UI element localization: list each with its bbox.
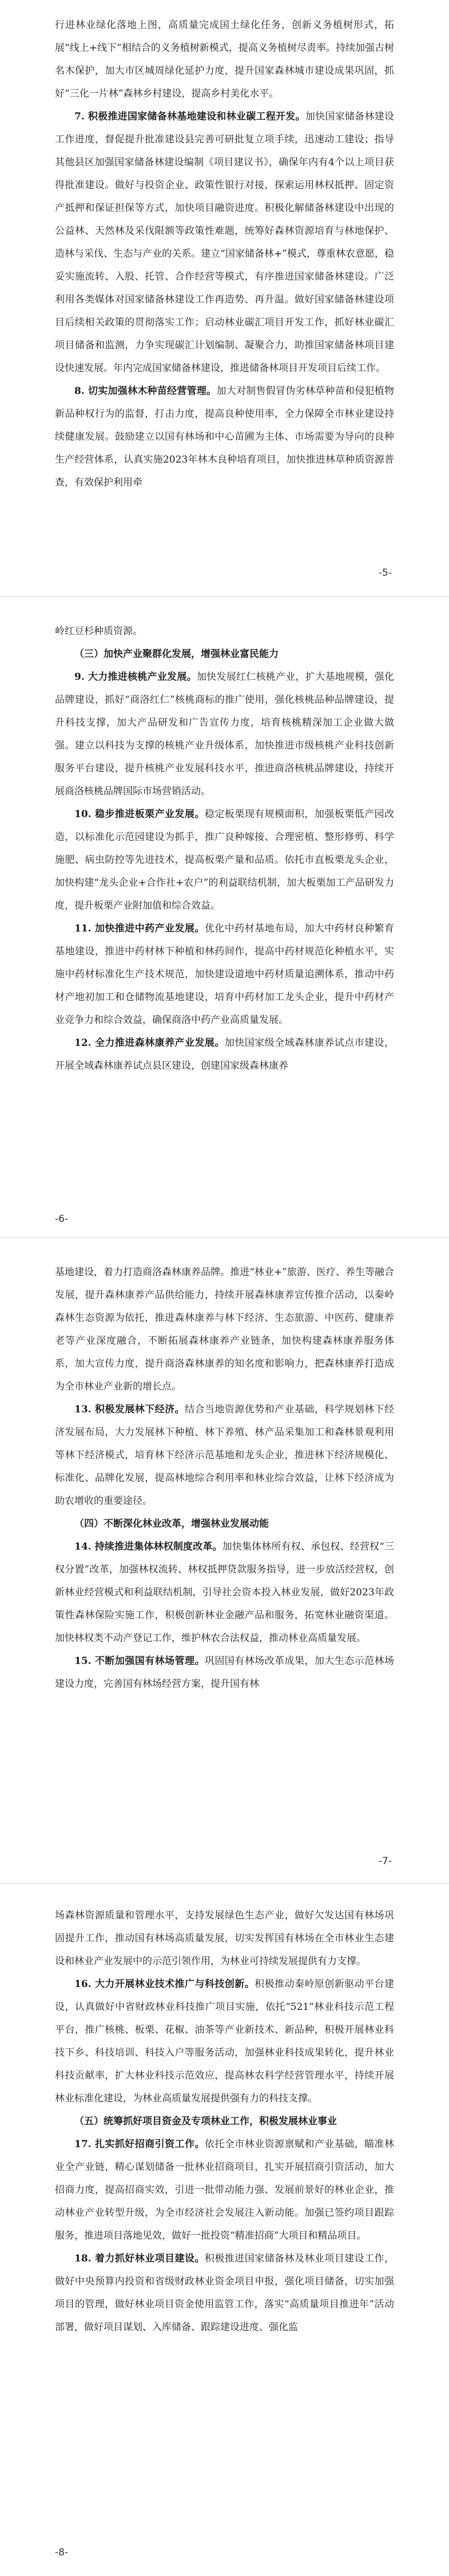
paragraph-title: 10. 稳步推进板栗产业发展。	[74, 809, 205, 820]
section-heading: （三）加快产业聚群化发展，增强林业富民能力	[74, 648, 279, 660]
section-heading: （四）不断深化林业改革，增强林业发展动能	[74, 1518, 269, 1530]
paragraph: 岭红豆杉种质资源。	[55, 626, 142, 637]
paragraph-body: 积极推进国家储备林及林业项目建设工作，做好中央预算内投资和省级财政林业资金项目申报，强化项目储备，切实加强项目的管理，做好林业项目资金使用监管工作，落实“高质量项目推进年”活动部署，做好项目谋划、入库储备、跟踪建设进度、强化监	[55, 2253, 395, 2333]
paragraph-body: 依托全市林业资源禀赋和产业基础，瞄准林业全产业链，精心谋划储备一批林业招商项目，扎实开展招商引资活动，加大招商力度，提高招商实效，引进一批带动能力强、发展前景好的林业企业，推动林业产业转型升级，为全市经济社会发展注入新动能。加强已签约项目跟踪服务，推进项目落地见效，做好一批投资“精准招商”大项目和精品项目。	[55, 2139, 395, 2241]
paragraph-body: 稳定板栗现有规模面积，加强板栗低产园改造，以标准化示范园建设为抓手，推广良种嫁接、合理密植、整形修剪、科学施肥、病虫防控等先进技术，提高板栗产量和品质。依托市直板栗龙头企业，加快构建“龙头企业+合作社+农户”的利益联结机制，加大板栗加工产品研发力度，提升板栗产业附加值和综合效益。	[55, 809, 395, 911]
paragraph	[55, 2133, 394, 2247]
paragraph-body: 巩固国有林场改革成果，加大生态示范林场建设力度，完善国有林场经营方案，提升国有林	[55, 1655, 395, 1690]
paragraph-title: 13. 积极发展林下经济。	[74, 1404, 185, 1415]
document-page-2	[0, 597, 449, 1237]
paragraph	[55, 1973, 394, 2110]
document-page-4	[0, 1884, 449, 2576]
paragraph-title: 17. 扎实抓好招商引资工作。	[74, 2139, 205, 2150]
paragraph	[55, 380, 394, 494]
paragraph-title: 9. 大力推进核桃产业发展。	[74, 671, 197, 683]
paragraph: 行进林业绿化落地上图，高质量完成国土绿化任务，创新义务植树形式，拓展“线上+线下”相结合的义务植树新模式，提高义务植树尽责率。持续加强古树名木保护，加大市区城周绿化延护力度，提升国家森林城市建设成果巩固，抓好“三化一片林”森林乡村建设，提高乡村美化水平。	[55, 19, 394, 99]
paragraph-body: 优化中药材基地布局，加大中药材良种繁育基地建设，推进中药材林下种植和林药间作，提高中药材规范化种植水平，实施中药材标准化生产技术规范，加快建设道地中药材质量追溯体系，推动中药材产地初加工和仓储物流基地建设，培育中药材加工龙头企业，提升中药材产业竞争力和综合效益，确保商洛中药产业高质量发展。	[55, 923, 395, 1026]
paragraph	[55, 803, 394, 917]
paragraph	[55, 666, 394, 803]
paragraph	[55, 105, 394, 380]
paragraph-body: 结合当地资源优势和产业基础，科学规划林下经济发展布局，大力发展林下种植、林下养殖、林产品采集加工和森林景观利用等林下经济模式，培育林下经济示范基地和龙头企业，推进林下经济规模化、标准化、品牌化发展，提高林地综合利用率和林业综合效益，让林下经济成为助农增收的重要途径。	[55, 1404, 394, 1507]
paragraph-title: 12. 全力推进森林康养产业发展。	[74, 1037, 225, 1049]
page-number: -5-	[378, 567, 392, 579]
paragraph: 场森林资源质量和管理水平，支持发展绿色生态产业，做好欠发达国有林场巩固提升工作，推动国有林场高质量发展，切实发挥国有林场在全市林业生态建设和林业产业发展中的示范引领作用，为林业可持续发展提供有力支撑。	[55, 1910, 394, 1967]
section-heading: （五）统筹抓好项目资金及专项林业工作，积极发展林业事业	[74, 2116, 337, 2127]
paragraph-body: 加快国家级全域森林康养试点市建设，开展全域森林康养试点县区建设，创建国家级森林康养	[55, 1037, 394, 1072]
paragraph	[55, 1650, 394, 1695]
paragraph	[55, 1535, 394, 1650]
paragraph-body: 加快发展红仁核桃产业，扩大基地规模，强化品牌建设，抓好“商洛红仁”核桃商标的推广使用，强化核桃品种品牌建设，提升科技支撑，加大产品研发和广告宣传力度，培育核桃精深加工企业做大做强。建立以科技为支撑的核桃产业升级体系，加快推进市级核桃产业科技创新服务平台建设，提升核桃产业发展科技水平，推进商洛核桃品牌建设，持续开展商洛核桃品牌国际市场营销活动。	[55, 671, 394, 797]
paragraph-title: 11. 加快推进中药产业发展。	[74, 923, 205, 934]
paragraph-body: 加快国家储备林建设工作进度，督促提升批准建设县完善可研批复立项手续，迅速动工建设；指导其他县区加强国家储备林建设编制《项目建议书》，确保年内有4个以上项目获得批准建设。做好与投资企业、政策性银行对接，探索运用林权抵押、固定资产抵押和保证担保等方式，加快项目融资进度。积极化解储备林建设中出现的公益林、天然林及采伐限额等政策性难题，统筹好森林资源培育与林地保护、造林与采伐、生态与产业的关系。建立“国家储备林+”模式，尊重林农意愿，稳妥实施流转、入股、托管、合作经营等模式，有序推进国家储备林建设。广泛利用各类媒体对国家储备林建设工作再造势、再升温。做好国家储备林建设项目后续相关政策的贯彻落实工作；启动林业碳汇项目开发工作，抓好林业碳汇项目储备和监测，力争实现碳汇计划编制、凝聚合力，助推国家储备林项目建设快速发展。年内完成国家储备林建设，推进储备林项目开发项目后续工作。	[55, 111, 394, 374]
paragraph-body: 加快集体林所有权、承包权、经营权“三权分置”改革，加强林权流转、林权抵押贷款服务指导，进一步放活经营权，创新林业经营模式和利益联结机制，引导社会资本投入林业发展，做好2023年政策性森林保险实施工作，积极创新林业金融产品和服务，拓宽林业融资渠道。加快林权类不动产登记工作，维护林农合法权益，推动林业高质量发展。	[55, 1541, 394, 1644]
paragraph: 基地建设，着力打造商洛森林康养品牌。推进“林业+”旅游、医疗、养生等融合发展，提升森林康养产品供给能力，持续开展森林康养宣传推介活动，以秦岭森林生态资源为依托，推进森林康养与林下经济、生态旅游、中医药、健康养老等产业深度融合，不断拓展森林康养产业链条，加快构建森林康养服务体系，加大宣传力度，提升商洛森林康养的知名度和影响力，把森林康养打造成为全市林业产业新的增长点。	[55, 1267, 394, 1392]
paragraph-title: 18. 着力抓好林业项目建设。	[74, 2253, 205, 2264]
page-number: -7-	[378, 1856, 392, 1867]
paragraph-title: 14. 持续推进集体林权制度改革。	[74, 1541, 222, 1552]
paragraph-body: 积极推动秦岭原创新驱动平台建设，认真做好中省财政林业科技推广项目实施，依托“521”林业科技示范工程平台，推广核桃、板栗、花椒、油茶等产业新技术、新品种，积极开展林业科技下乡、科技培训、科技入户等服务活动，加强林业科技成果转化，提升林业科技贡献率，扩大林业科技示范效应，提高林农科学经营管理水平，持续开展林业标准化建设，为林业高质量发展提供强有力的科技支撑。	[55, 1978, 395, 2104]
paragraph	[55, 1398, 394, 1512]
document-page-3	[0, 1238, 449, 1883]
paragraph	[55, 917, 394, 1032]
paragraph-title: 16. 大力开展林业技术推广与科技创新。	[74, 1978, 255, 1990]
paragraph	[55, 2247, 394, 2339]
page-number: -8-	[55, 2547, 69, 2558]
page-number: -6-	[55, 1213, 69, 1225]
paragraph-title: 7. 积极推进国家储备林基地建设和林业碳工程开发。	[74, 111, 305, 122]
paragraph-body: 加大对制售假冒伪劣林草种苗和侵犯植物新品种权行为的监督，打击力度，提高良种使用率，全力保障全市林业建设持续健康发展。鼓励建立以国有林场和中心苗圃为主体、市场需要为导向的良种生产经营体系，认真实施2023年林木良种培育项目，加快推进林草种质资源普查，有效保护利用牵	[55, 385, 395, 488]
document-page-1	[0, 0, 449, 596]
paragraph-title: 15. 不断加强国有林场管理。	[74, 1655, 205, 1667]
paragraph-title: 8. 切实加强林木种苗经营管理。	[74, 385, 217, 397]
paragraph	[55, 1032, 394, 1077]
